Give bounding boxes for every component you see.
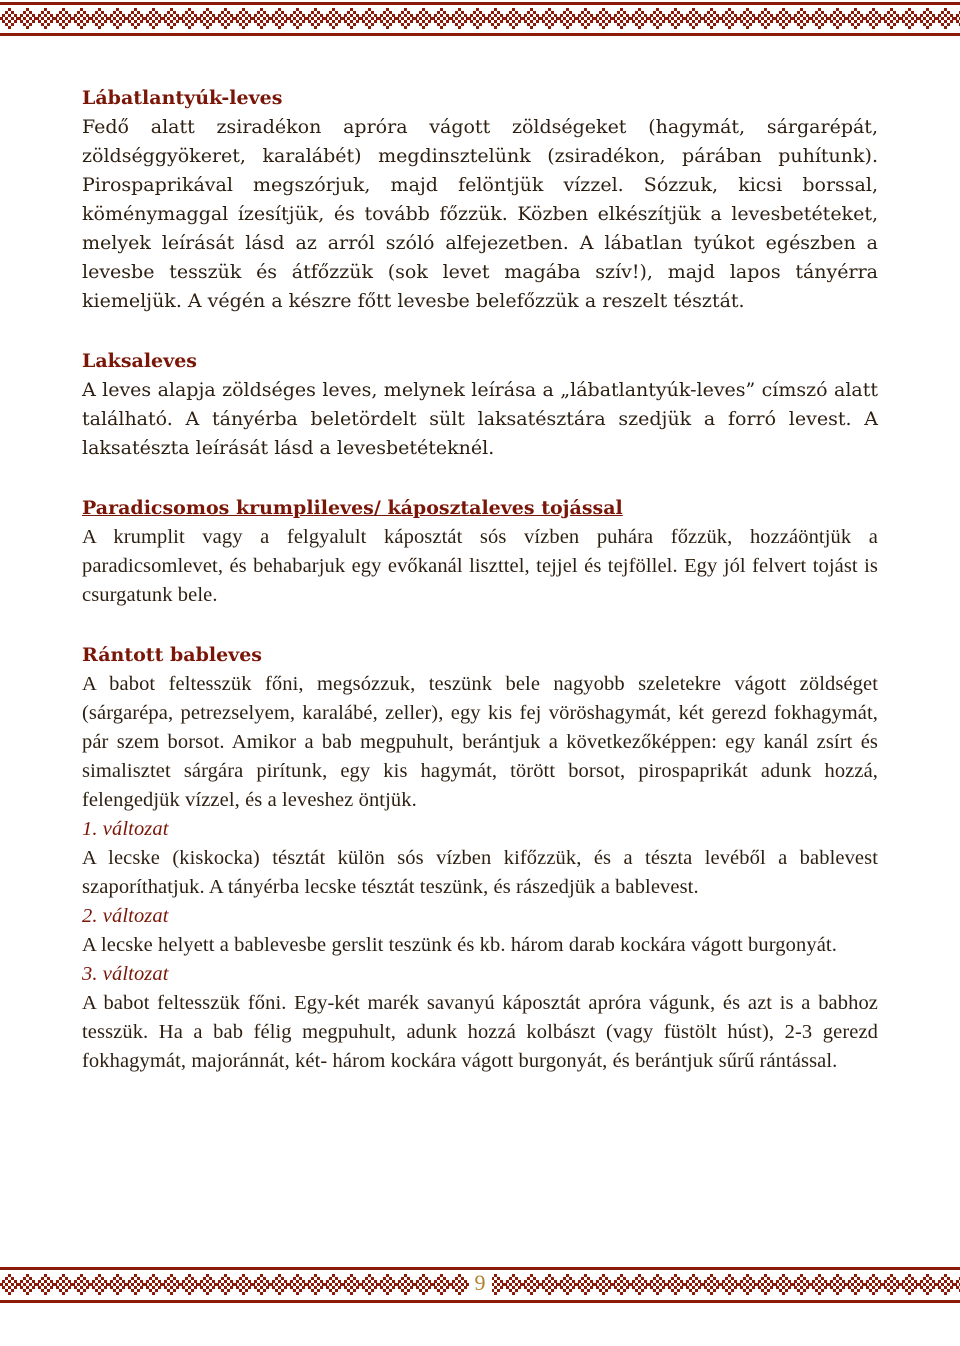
recipe-intro: A babot feltesszük főni, megsózzuk, teszünk bele nagyobb szeletekre vágott zöldséget (sárgarépa, petrezselyem, karalábé, zeller), egy kis fej vöröshagymát, két gerezd fokhagymát, pár szem borsot. Amikor a bab megpuhult, berántjuk a következőképpen: egy kanál zsírt és simalisztet sárgára pirítunk, egy kis hagymát, törött borsot, pirospaprikát adunk hozzá, felengedjük vízzel, és a leveshez öntjük. [82,673,878,811]
variant-label-3: 3. változat [82,963,169,985]
recipe-text: Fedő alatt zsiradékon apróra vágott zöldségeket (hagymát, sárgarépát, zöldséggyökeret, karalábét) megdinsztelünk (zsiradékon, párában puhítunk). Pirospaprikával megszórjuk, majd felöntjük vízzel. Sózzuk, kicsi borssal, köménymaggal ízesítjük, és tovább főzzük. Közben elkészítjük a levesbetéteket, melyek leírását lásd az arról szóló alfejezetben. A lábatlan tyúkot egészben a levesbe tesszük és átfőzzük (sok levet magába szív!), majd lapos tányérra kiemeljük. A végén a készre főtt levesbe belefőzzük a reszelt tésztát. [82,116,878,312]
cross-stitch-border-top [0,0,960,38]
recipe-title: Laksaleves [82,350,197,372]
variant-label-2: 2. változat [82,905,169,927]
recipe-title: Lábatlantyúk-leves [82,87,283,109]
recipe-laksaleves [82,347,878,463]
recipe-text: A leves alapja zöldséges leves, melynek leírása a „lábatlantyúk-leves” címszó alatt található. A tányérba beletördelt sült laksatésztára szedjük a forró levest. A laksatészta leírását lásd a levesbetéteknél. [82,379,878,459]
page-content [82,84,878,1107]
page-number [0,1270,960,1296]
recipe-title: Rántott bableves [82,644,262,666]
recipe-labatlantyuk-leves [82,84,878,316]
top-ornamental-border [0,0,960,38]
recipe-title: Paradicsomos krumplileves/ káposztaleves tojással [82,497,623,519]
recipe-rantott-bableves [82,641,878,1076]
recipe-text: A krumplit vagy a felgyalult káposztát sós vízben puhára főzzük, hozzáöntjük a paradicsomlevet, és behabarjuk egy evőkanál liszttel, tejjel és tejföllel. Egy jól felvert tojást is csurgatunk bele. [82,526,878,606]
page-number-text: 9 [469,1270,492,1295]
recipe-paradicsomos-krumplileves [82,494,878,610]
variant-label-1: 1. változat [82,818,169,840]
variant-text-1: A lecske (kiskocka) tésztát külön sós vízben kifőzzük, és a tészta levéből a bablevest szaporíthatjuk. A tányérba lecske tésztát teszünk, és rászedjük a bablevest. [82,847,878,898]
variant-text-3: A babot feltesszük főni. Egy-két marék savanyú káposztát apróra vágunk, és azt is a babhoz tesszük. Ha a bab félig megpuhult, adunk hozzá kolbászt (vagy füstölt húst), 2-3 gerezd fokhagymát, majoránnát, két- három kockára vágott burgonyát, és berántjuk sűrű rántással. [82,992,878,1072]
variant-text-2: A lecske helyett a bablevesbe gerslit teszünk és kb. három darab kockára vágott burgonyát. [82,934,837,956]
